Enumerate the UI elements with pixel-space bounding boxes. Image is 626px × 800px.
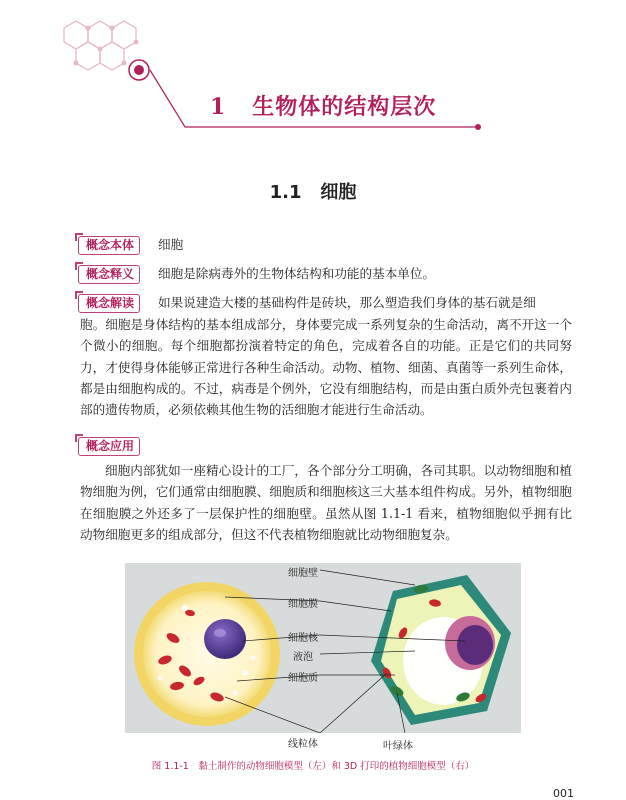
label-nucleus: 细胞核 (288, 633, 318, 644)
chapter-heading (210, 90, 436, 121)
section-heading (0, 178, 626, 204)
label-cell-membrane: 细胞膜 (288, 599, 318, 610)
concept-entity-tag: 概念本体 (78, 236, 140, 255)
page-number: 001 (553, 787, 574, 800)
chapter-number: 1 (210, 94, 227, 120)
concept-application-tag: 概念应用 (78, 437, 140, 456)
section-title: 细胞 (320, 182, 357, 203)
concept-application-text: 细胞内部犹如一座精心设计的工厂，各个部分分工明确，各司其职。以动物细胞和植物细胞为例，它们通常由细胞膜、细胞质和细胞核这三大基本组件构成。另外，植物细胞在细胞膜之外还多了一层保护性的细胞壁。虽然从图 1.1-1 看来，植物细胞似乎拥有比动物细胞更多的组成部分，但这不代表植物细胞就比动物细胞复杂。 (80, 463, 572, 542)
concept-entity-text: 细胞 (158, 237, 184, 252)
cell-model-photo (125, 563, 521, 733)
concept-explanation-body: 胞。细胞是身体结构的基本组成部分，身体要完成一系列复杂的生命活动，离不开这一个个微小的细胞。每个细胞都扮演着特定的角色，完成着各自的功能。正是它们的共同努力，才使得身体能够正常进行各种生命活动。动物、植物、细菌、真菌等一系列生命体，都是由细胞构成的。不过，病毒是个例外，它没有细胞结构，而是由蛋白质外壳包裹着内部的遗传物质，必须依赖其他生物的活细胞才能进行生命活动。 (80, 317, 572, 418)
label-vacuole: 液泡 (293, 652, 313, 663)
concept-explanation-first-line: 如果说建造大楼的基础构件是砖块，那么塑造我们身体的基石就是细 (158, 295, 536, 310)
chapter-title: 生物体的结构层次 (252, 94, 437, 120)
concept-definition-text: 细胞是除病毒外的生物体结构和功能的基本单位。 (158, 266, 436, 281)
label-cytoplasm: 细胞质 (288, 673, 318, 684)
label-cell-wall: 细胞壁 (288, 568, 318, 579)
label-mitochondria: 线粒体 (288, 739, 318, 750)
cell-models-illustration (125, 563, 521, 733)
section-number: 1.1 (269, 182, 302, 203)
label-chloroplast: 叶绿体 (383, 741, 413, 752)
concept-explanation-tag: 概念解读 (78, 294, 140, 313)
concept-definition-tag: 概念释义 (78, 265, 140, 284)
figure-caption: 图 1.1-1 黏土制作的动物细胞模型（左）和 3D 打印的植物细胞模型（右） (151, 761, 475, 772)
